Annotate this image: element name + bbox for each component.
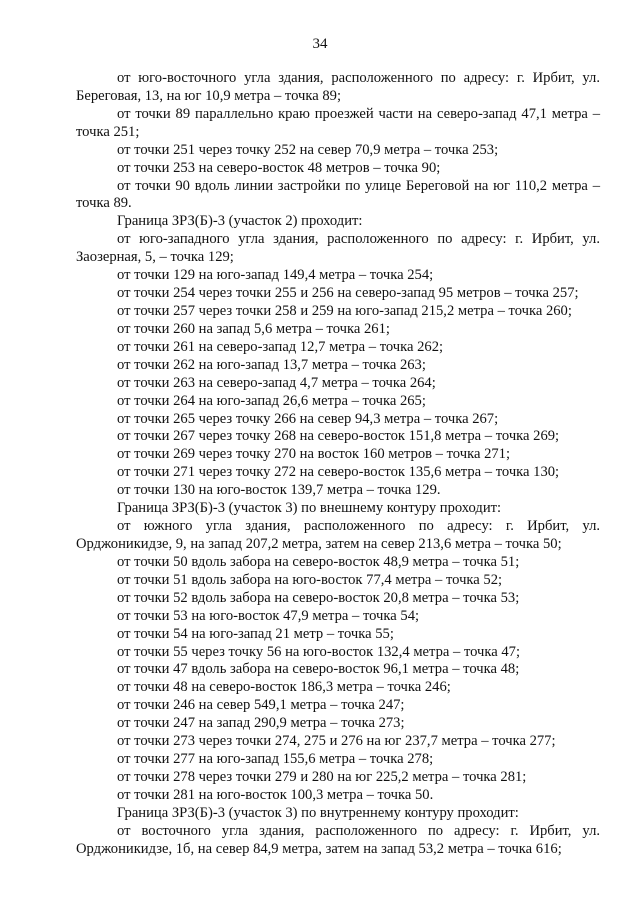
paragraph: от точки 89 параллельно краю проезжей части на северо-запад 47,1 метра – точка 251; [76, 105, 600, 140]
paragraph: от точки 246 на север 549,1 метра – точка 247; [117, 697, 405, 714]
document-body [76, 70, 600, 859]
paragraph: Граница ЗРЗ(Б)-3 (участок 3) по внутреннему контуру проходит: [117, 804, 519, 821]
page-number: 34 [312, 36, 328, 52]
paragraph: от точки 50 вдоль забора на северо-восток 48,9 метра – точка 51; [117, 553, 520, 570]
paragraph: от точки 130 на юго-восток 139,7 метра – точка 129. [117, 482, 441, 499]
paragraph: от точки 264 на юго-запад 26,6 метра – точка 265; [117, 392, 426, 409]
paragraph: от точки 51 вдоль забора на юго-восток 77,4 метра – точка 52; [117, 571, 503, 588]
paragraph: от точки 53 на юго-восток 47,9 метра – точка 54; [117, 607, 420, 624]
paragraph: Граница ЗРЗ(Б)-3 (участок 2) проходит: [117, 213, 363, 230]
paragraph: от точки 251 через точку 252 на север 70,9 метра – точка 253; [117, 141, 499, 158]
paragraph: от точки 281 на юго-восток 100,3 метра – точка 50. [117, 786, 434, 803]
paragraph: Граница ЗРЗ(Б)-3 (участок 3) по внешнему контуру проходит: [117, 500, 502, 517]
paragraph: от восточного угла здания, расположенного по адресу: г. Ирбит, ул. Орджоникидзе, 1б, на север 84,9 метра, затем на запад 53,2 метра – точка 616; [76, 822, 600, 857]
paragraph: от юго-восточного угла здания, расположенного по адресу: г. Ирбит, ул. Береговая, 13, на юг 10,9 метра – точка 89; [76, 70, 600, 104]
paragraph: от точки 247 на запад 290,9 метра – точка 273; [117, 715, 405, 732]
paragraph: от точки 129 на юго-запад 149,4 метра – точка 254; [117, 267, 434, 284]
paragraph: от точки 257 через точки 258 и 259 на юго-запад 215,2 метра – точка 260; [117, 302, 572, 319]
paragraph: от юго-западного угла здания, расположенного по адресу: г. Ирбит, ул. Заозерная, 5, – точка 129; [76, 231, 600, 266]
paragraph: от южного угла здания, расположенного по адресу: г. Ирбит, ул. Орджоникидзе, 9, на запад 207,2 метра, затем на север 213,6 метра – точка 50; [76, 518, 600, 552]
paragraph: от точки 278 через точки 279 и 280 на юг 225,2 метра – точка 281; [117, 768, 527, 785]
paragraph: от точки 47 вдоль забора на северо-восток 96,1 метра – точка 48; [117, 661, 520, 678]
paragraph: от точки 260 на запад 5,6 метра – точка 261; [117, 320, 390, 337]
paragraph: от точки 90 вдоль линии застройки по улице Береговой на юг 110,2 метра – точка 89. [76, 177, 600, 212]
paragraph: от точки 254 через точки 255 и 256 на северо-запад 95 метров – точка 257; [117, 285, 579, 302]
paragraph: от точки 262 на юго-запад 13,7 метра – точка 263; [117, 356, 426, 373]
paragraph: от точки 269 через точку 270 на восток 160 метров – точка 271; [117, 446, 511, 463]
paragraph: от точки 265 через точку 266 на север 94,3 метра – точка 267; [117, 410, 499, 427]
paragraph: от точки 55 через точку 56 на юго-восток 132,4 метра – точка 47; [117, 643, 521, 660]
paragraph: от точки 277 на юго-запад 155,6 метра – точка 278; [117, 751, 434, 768]
paragraph: от точки 273 через точки 274, 275 и 276 на юг 237,7 метра – точка 277; [117, 733, 556, 750]
paragraph: от точки 267 через точку 268 на северо-восток 151,8 метра – точка 269; [117, 428, 560, 445]
paragraph: от точки 263 на северо-запад 4,7 метра – точка 264; [117, 374, 436, 391]
paragraph: от точки 54 на юго-запад 21 метр – точка 55; [117, 625, 394, 642]
paragraph: от точки 261 на северо-запад 12,7 метра – точка 262; [117, 338, 444, 355]
paragraph: от точки 271 через точку 272 на северо-восток 135,6 метра – точка 130; [117, 464, 560, 481]
paragraph: от точки 48 на северо-восток 186,3 метра – точка 246; [117, 679, 451, 696]
paragraph: от точки 52 вдоль забора на северо-восток 20,8 метра – точка 53; [117, 589, 520, 606]
paragraph: от точки 253 на северо-восток 48 метров – точка 90; [117, 159, 441, 176]
